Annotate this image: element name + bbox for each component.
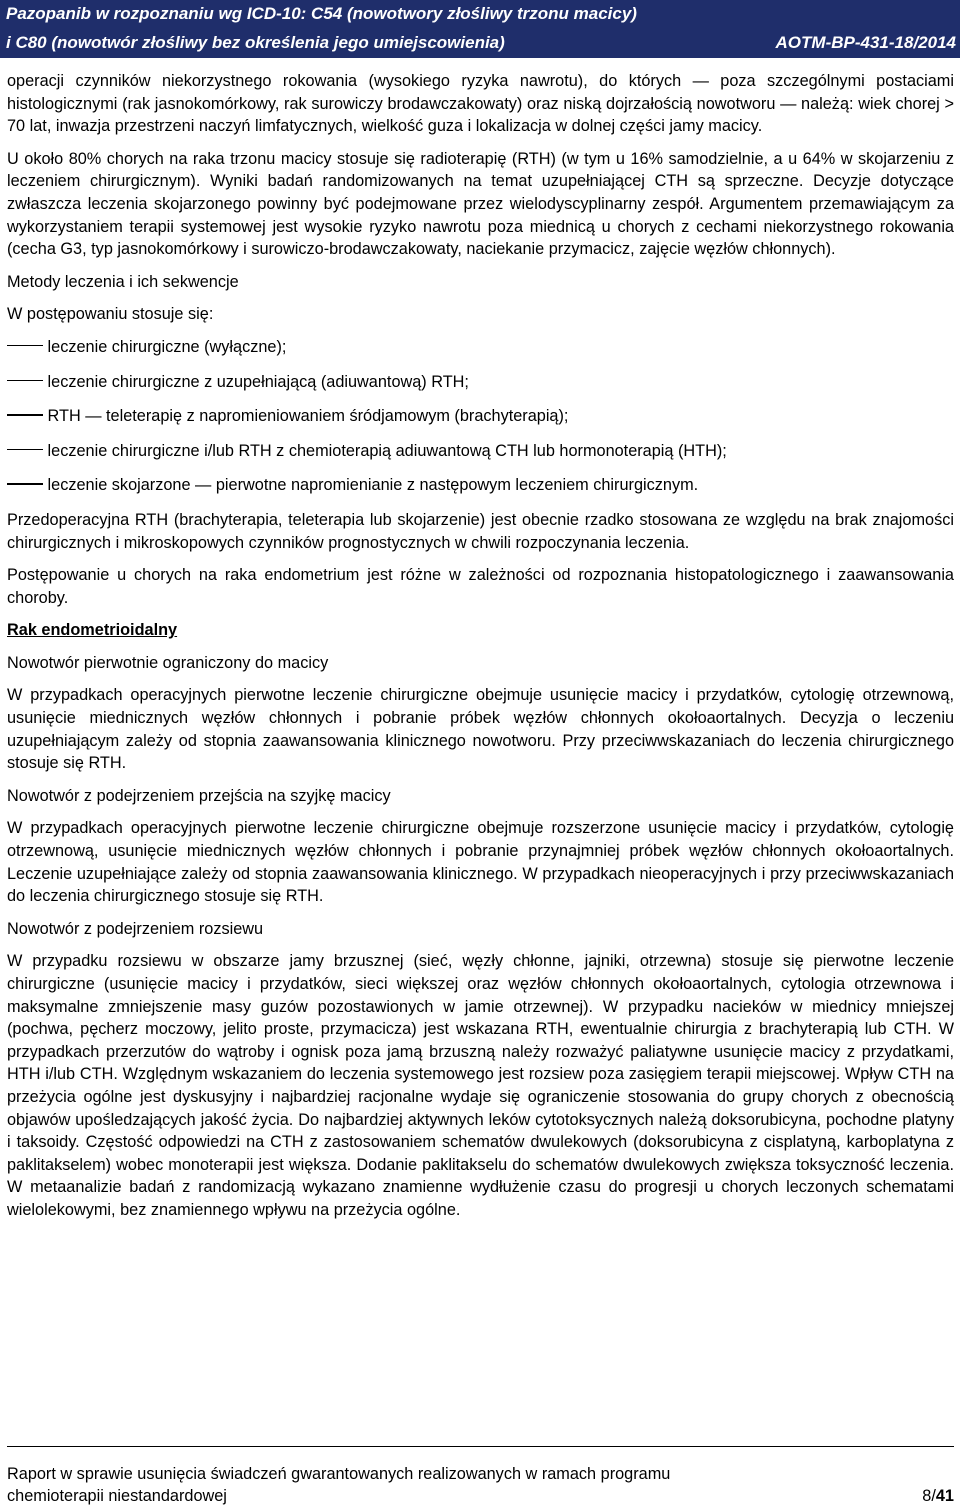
report-code: AOTM-BP-431-18/2014: [775, 33, 956, 52]
list-item: [7, 336, 954, 359]
list-item-text: leczenie skojarzone — pierwotne napromienianie z następowym leczeniem chirurgicznym.: [47, 476, 699, 495]
page-number: [922, 1485, 954, 1507]
footer-line2: chemioterapii niestandardowej: [7, 1487, 227, 1505]
paragraph: operacji czynników niekorzystnego rokowania (wysokiego ryzyka nawrotu), do których — poza szczególnymi postaciami histologicznymi (rak jasnokomórkowy, rak surowiczy brodawczakowaty) oraz niską dojrzałością nowotworu — należą: wiek chorej > 70 lat, inwazja przestrzeni naczyń limfatycznych, wielkość guza i lokalizacja w dolnej części jamy macicy.: [7, 72, 954, 136]
paragraph: W przypadkach operacyjnych pierwotne leczenie chirurgiczne obejmuje rozszerzone usunięcie macicy i przydatków, cytologię otrzewnową, usunięcie miednicznych węzłów chłonnych i pobranie przynajmniej próbek węzłów chłonnych okołoaortalnych. Leczenie uzupełniające zależy od stopnia zaawansowania klinicznego. W przypadkach nieoperacyjnych i przy przeciwwskazaniach do leczenia chirurgicznego stosuje się RTH.: [7, 819, 954, 906]
subheading: Nowotwór z podejrzeniem rozsiewu: [7, 919, 264, 938]
document-header: [0, 0, 960, 58]
dash-bullet: [7, 483, 43, 484]
paragraph: U około 80% chorych na raka trzonu macicy stosuje się radioterapię (RTH) (w tym u 16% samodzielnie, a u 64% w skojarzeniu z leczeniem chirurgicznym). Wyniki badań randomizowanych na temat uzupełniającej CTH są sprzeczne. Decyzje dotyczące zwłaszcza leczenia skojarzonego powinny być podejmowane przez wielodyscyplinarny zespół. Argumentem przemawiającym za wykorzystaniem terapii systemowej jest wysokie ryzyko nawrotu poza miednicą u chorych z cechami niekorzystnego rokowania (cecha G3, typ jasnokomórkowy i surowiczo-brodawczakowaty, naciekanie przymacicz, zajęcie węzłów chłonnych).: [7, 149, 954, 259]
list-intro: W postępowaniu stosuje się:: [7, 305, 214, 324]
header-title-line1: Pazopanib w rozpoznaniu wg ICD-10: C54 (nowotwory złośliwy trzonu macicy): [6, 4, 637, 23]
dash-bullet: [7, 449, 43, 450]
paragraph: Przedoperacyjna RTH (brachyterapia, teleterapia lub skojarzenie) jest obecnie rzadko stosowana ze względu na brak znajomości chirurgicznych i mikroskopowych czynników prognostycznych w chwili rozpoczynania leczenia.: [7, 510, 954, 552]
document-footer: [7, 1463, 954, 1507]
document-body: [7, 70, 954, 1232]
footer-line1: Raport w sprawie usunięcia świadczeń gwarantowanych realizowanych w ramach programu: [7, 1465, 671, 1483]
header-title-line2: i C80 (nowotwór złośliwy bez określenia jego umiejscowienia): [6, 33, 505, 52]
list-item: [7, 474, 954, 497]
dash-bullet: [7, 380, 43, 381]
paragraph: W przypadku rozsiewu w obszarze jamy brzusznej (sieć, węzły chłonne, jajniki, otrzewna) stosuje się pierwotne leczenie chirurgiczne (usunięcie macicy i przydatków, sieci większej oraz węzłów chłonnych okołoaortalnych, cytologia otrzewnowa i maksymalne zmniejszenie masy guzów pozostawionych w jamie otrzewnej). W przypadku nacieków w miednicy mniejszej (pochwa, pęcherz moczowy, jelito proste, przymacicza) jest wskazana RTH, ewentualnie chirurgia z brachyterapią lub CTH. W przypadkach przerzutów do wątroby i ognisk poza jamą brzuszną należy rozważyć paliatywne usunięcie macicy z przydatkami, HTH i/lub CTH. Względnym wskazaniem do leczenia systemowego jest rozsiew poza zasięgiem terapii miejscowej. Wpływ CTH na przeżycia ogólne jest dyskusyjny i najbardziej racjonalne wydaje się ograniczenie stosowania do grupy chorych z obecnością objawów upośledzających jakość życia. Do najbardziej aktywnych leków cytotoksycznych należą doksorubicyna, pochodne platyny i taksoidy. Częstość odpowiedzi na CTH z zastosowaniem schematów dwulekowych (doksorubicyna z cisplatyną, karboplatyna z paklitakselem) wobec monoterapii jest większa. Dodanie paklitakselu do schematów dwulekowych zwiększa toksyczność leczenia. W metaanalizie badań z randomizacją wykazano znamienne wydłużenie czasu do progresji u chorych leczonych schematami wielolekowymi, bez znamiennego wpływu na przeżycia ogólne.: [7, 952, 954, 1219]
page-total: 41: [935, 1487, 954, 1505]
list-item-text: RTH — teleterapię z napromieniowaniem śródjamowym (brachyterapią);: [47, 407, 569, 426]
page-current: 8: [922, 1487, 932, 1505]
subheading: Nowotwór pierwotnie ograniczony do macicy: [7, 653, 329, 672]
list-item-text: leczenie chirurgiczne (wyłączne);: [47, 337, 287, 356]
dash-bullet: [7, 345, 43, 346]
list-item: [7, 440, 954, 463]
subheading: Nowotwór z podejrzeniem przejścia na szyjkę macicy: [7, 786, 391, 805]
page-separator: /: [931, 1487, 936, 1505]
footer-divider: [7, 1446, 954, 1447]
section-heading: Metody leczenia i ich sekwencje: [7, 272, 239, 291]
list-item-text: leczenie chirurgiczne i/lub RTH z chemioterapią adiuwantową CTH lub hormonoterapią (HTH);: [47, 441, 727, 460]
list-item: [7, 371, 954, 394]
section-heading-endometrioid: Rak endometrioidalny: [7, 621, 178, 640]
dash-bullet: [7, 414, 43, 415]
list-item: [7, 405, 954, 428]
list-item-text: leczenie chirurgiczne z uzupełniającą (adiuwantową) RTH;: [47, 372, 469, 391]
paragraph: W przypadkach operacyjnych pierwotne leczenie chirurgiczne obejmuje usunięcie macicy i przydatków, cytologię otrzewnową, usunięcie miednicznych węzłów chłonnych i pobranie próbek węzłów chłonnych okołoaortalnych. Decyzja o leczeniu uzupełniającym zależy od stopnia zaawansowania klinicznego nowotworu. Przy przeciwwskazaniach do leczenia chirurgicznego stosuje się RTH.: [7, 686, 954, 773]
paragraph: Postępowanie u chorych na raka endometrium jest różne w zależności od rozpoznania histopatologicznego i zaawansowania choroby.: [7, 566, 954, 607]
